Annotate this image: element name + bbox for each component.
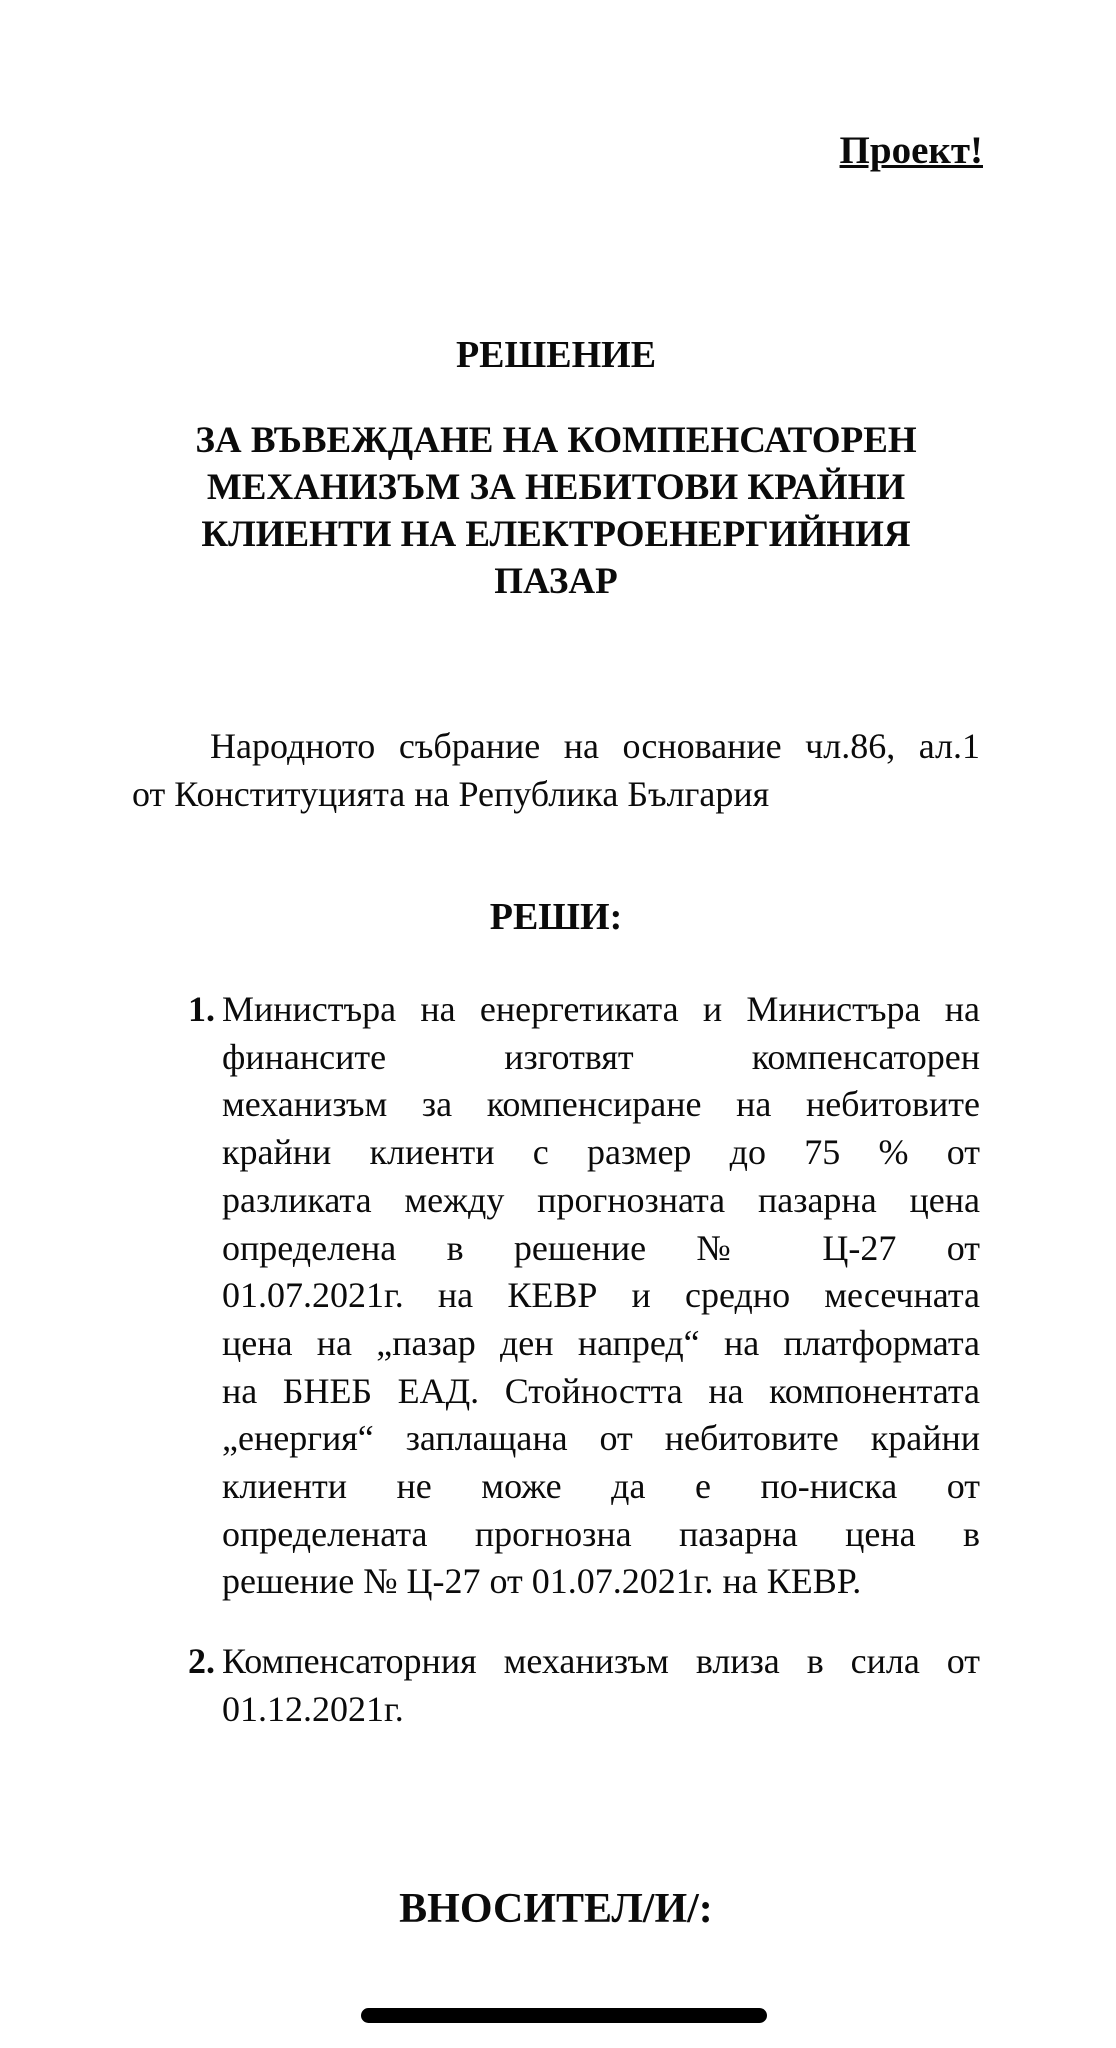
item-line: разликата между прогнозната пазарна цена [222,1179,980,1220]
item-line: 1. Министъра на енергетиката и Министъра на [222,986,980,1034]
item-line: 2. Компенсаторния механизъм влиза в сила от [222,1638,980,1686]
preamble-line: от Конституцията на Република България [132,773,770,814]
item-line: клиенти не може да е по-ниска от [222,1466,980,1507]
item-line: решение № Ц-27 от 01.07.2021г. на КЕВР. [222,1561,862,1602]
decision-title-line: КЛИЕНТИ НА ЕЛЕКТРОЕНЕРГИЙНИЯ [201,514,911,555]
item-line: 01.07.2021г. на КЕВР и средно месечната [222,1275,980,1316]
decision-title-line: ПАЗАР [494,561,618,602]
decision-heading: РЕШЕНИЕ [455,334,657,376]
home-indicator[interactable] [361,2008,767,2023]
item-line: 01.12.2021г. [222,1688,404,1729]
item-number: 2. [188,1641,215,1681]
draft-label: Проект! [839,129,983,172]
decision-title-line: МЕХАНИЗЪМ ЗА НЕБИТОВИ КРАЙНИ [206,467,906,508]
decision-title [132,417,980,605]
item-line: финансите изготвят компенсаторен [222,1036,980,1077]
item-line: цена на „пазар ден напред“ на платформата [222,1322,980,1363]
preamble-paragraph [132,723,980,818]
item-line: определена в решение № Ц-27 от [222,1227,980,1268]
resolved-heading: РЕШИ: [489,896,623,938]
decision-item-2 [188,1638,980,1733]
item-number: 1. [188,989,215,1029]
decision-item-1 [188,986,980,1606]
submitters-heading: ВНОСИТЕЛ/И/: [399,1886,713,1932]
item-line: „енергия“ заплащана от небитовите крайни [222,1418,980,1459]
item-line: механизъм за компенсиране на небитовите [222,1084,980,1125]
decision-title-line: ЗА ВЪВЕЖДАНЕ НА КОМПЕНСАТОРЕН [195,420,917,461]
item-line: на БНЕБ ЕАД. Стойността на компонентата [222,1370,980,1411]
item-line: определената прогнозна пазарна цена в [222,1513,980,1554]
item-line: крайни клиенти с размер до 75 % от [222,1132,980,1173]
preamble-line: Народното събрание на основание чл.86, ал.1 [210,726,980,766]
